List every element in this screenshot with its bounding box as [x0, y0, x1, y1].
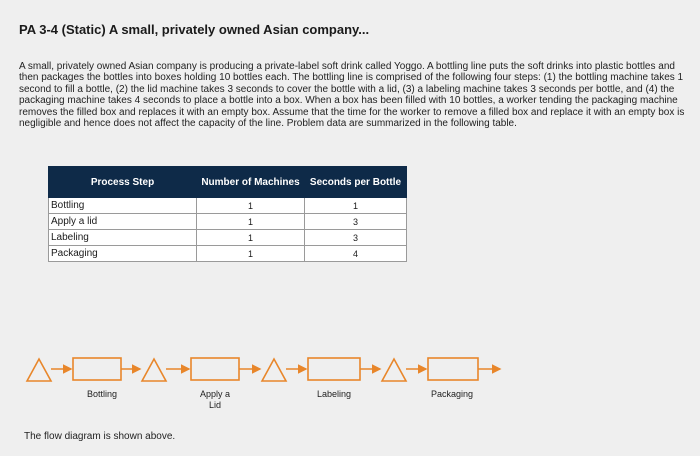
flow-label-bottling: Bottling — [86, 389, 118, 399]
table-header-row — [49, 167, 407, 198]
row-step: Labeling — [49, 230, 197, 246]
footer-note: The flow diagram is shown above. — [24, 431, 176, 442]
inventory-triangle-2 — [142, 359, 166, 381]
table-row — [49, 246, 407, 262]
process-table — [48, 166, 407, 262]
inventory-triangle-4 — [382, 359, 406, 381]
process-box-apply-lid — [191, 358, 239, 380]
inventory-triangle-1 — [27, 359, 51, 381]
row-seconds: 1 — [305, 198, 407, 214]
page-title: PA 3-4 (Static) A small, privately owned Asian company... — [19, 22, 370, 37]
row-machines: 1 — [197, 214, 305, 230]
process-flow-diagram — [0, 345, 520, 390]
row-machines: 1 — [197, 246, 305, 262]
row-seconds: 3 — [305, 214, 407, 230]
table-row — [49, 198, 407, 214]
process-box-labeling — [308, 358, 360, 380]
header-number-of-machines: Number of Machines — [197, 167, 305, 198]
problem-paragraph: A small, privately owned Asian company is producing a private-label soft drink called Yoggo. A bottling line puts the soft drinks into plastic bottles and then packages the bottles into boxes holding 10 bottles each. The bottling line is comprised of the following four steps: (1) the bottling machine takes 1 second to fill a bottle, (2) the lid machine takes 3 seconds to cover the bottle with a lid, (3) a labeling machine takes 3 seconds per bottle, and (4) the packaging machine takes 4 seconds to place a bottle into a box. When a box has been filled with 10 bottles, a worker tending the packaging machine removes the filled box and replaces it with an empty box. Assume that the time for the worker to remove a filled box and replace it with an empty box is negligible and hence does not affect the capacity of the line. Problem data are summarized in the following table. — [19, 61, 685, 130]
inventory-triangle-3 — [262, 359, 286, 381]
process-box-packaging — [428, 358, 478, 380]
table-row — [49, 230, 407, 246]
row-machines: 1 — [197, 230, 305, 246]
flow-label-packaging: Packaging — [430, 389, 474, 399]
row-step: Packaging — [49, 246, 197, 262]
header-process-step: Process Step — [49, 167, 197, 198]
flow-label-labeling: Labeling — [316, 389, 352, 399]
row-step: Apply a lid — [49, 214, 197, 230]
table-row — [49, 214, 407, 230]
header-seconds-per-bottle: Seconds per Bottle — [305, 167, 407, 198]
row-seconds: 4 — [305, 246, 407, 262]
process-box-bottling — [73, 358, 121, 380]
row-step: Bottling — [49, 198, 197, 214]
flow-label-apply-lid: Apply a Lid — [199, 389, 231, 410]
row-machines: 1 — [197, 198, 305, 214]
row-seconds: 3 — [305, 230, 407, 246]
